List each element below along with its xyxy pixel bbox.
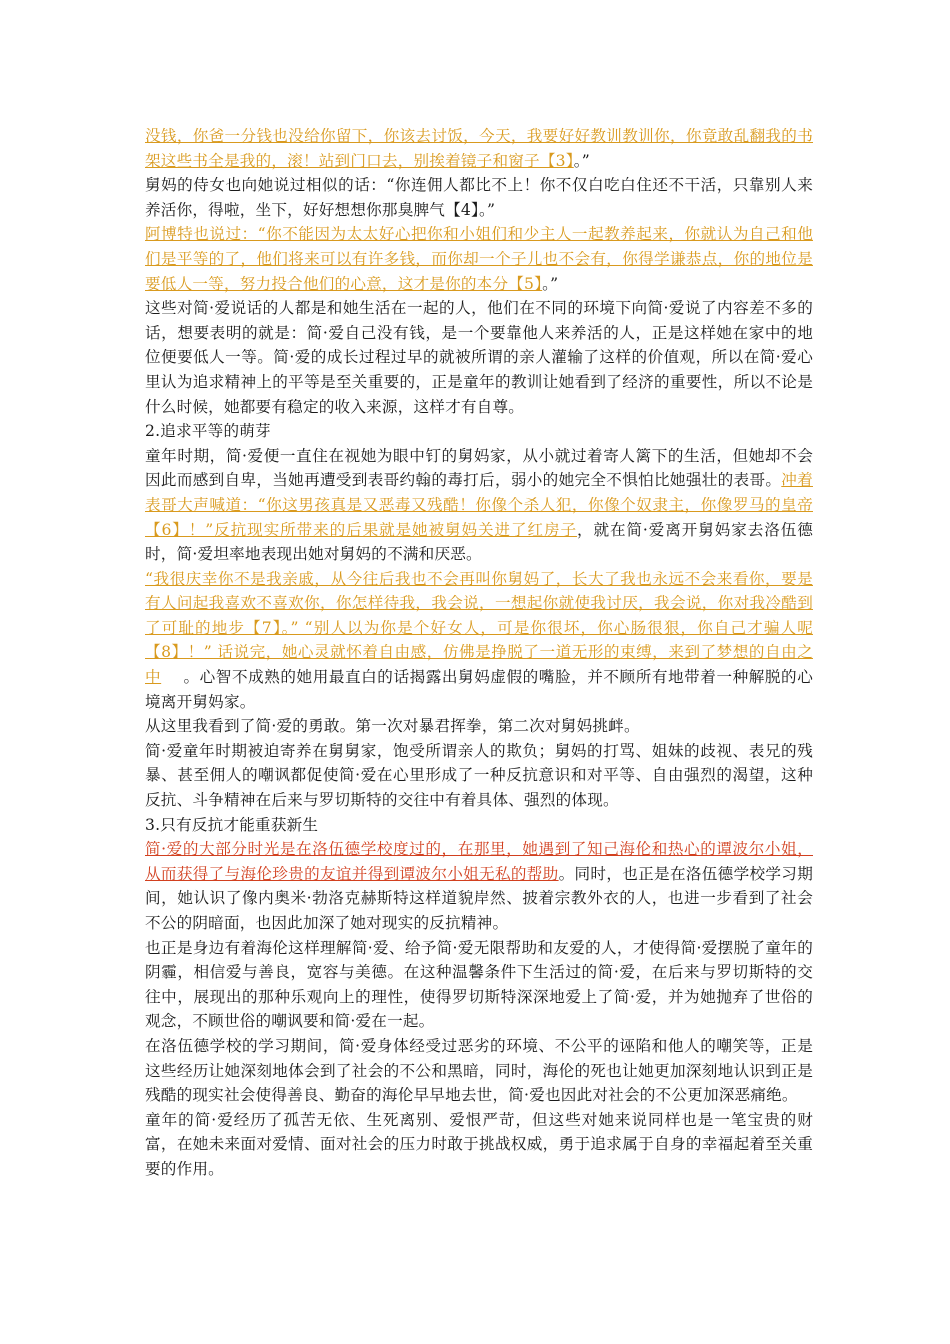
paragraph-3 [145,222,813,296]
quote-highlight: 冲着表哥大声喊道：“你这男孩真是又恶毒又残酷！你像个杀人犯，你像个奴隶主，你像罗马的皇帝【6】！”反抗现实所带来的后果就是她被舅妈关进了红房子 [145,471,813,539]
quote-highlight: 没钱，你爸一分钱也没给你留下，你该去讨饭，今天，我要好好教训教训你，你竟敢乱翻我的书架这些书全是我的，滚！站到门口去，别挨着镜子和窗子【3】 [145,127,813,170]
paragraph-6 [145,567,813,715]
text: 。” [573,151,590,170]
paragraph-9 [145,837,813,935]
text: ，就在简·爱离开舅妈家去洛伍德时，简·爱坦率地表现出她对舅妈的不满和厌恶。 [145,520,813,564]
paragraph-10: 也正是身边有着海伦这样理解简·爱、给予简·爱无限帮助和友爱的人，才使得简·爱摆脱了童年的阴霾，相信爱与善良，宽容与美德。在这种温馨条件下生活过的简·爱，在后来与罗切斯特的交往中，展现出的那种乐观向上的理性，使得罗切斯特深深地爱上了简·爱，并为她抛弃了世俗的观念，不顾世俗的嘲讽要和简·爱在一起。 [145,938,813,1031]
quote-highlight: “我很庆幸你不是我亲戚，从今往后我也不会再叫你舅妈了，长大了我也永远不会来看你，要是有人问起我喜欢不喜欢你，你怎样待我，我会说，一想起你就使我讨厌，我会说，你对我冷酷到了可耻的地步【7】。” “别人以为你是个好女人，可是你很坏，你心肠很狠，你自己才骗人呢【8】！” 话说完，她心灵就怀着自由感，仿佛是挣脱了一道无形的束缚，来到了梦想的自由之中 [145,569,813,687]
quote-highlight: 阿博特也说过：“你不能因为太太好心把你和小姐们和少主人一起教养起来，你就认为自己和他们是平等的了，他们将来可以有许多钱，而你却一个子儿也不会有，你得学谦恭点，你的地位是要低人一等，努力投合他们的心意，这才是你的本分【5】 [145,225,813,293]
paragraph-4: 这些对简·爱说话的人都是和她生活在一起的人，他们在不同的环境下向简·爱说了内容差不多的话，想要表明的就是：简·爱自己没有钱，是一个要靠他人来养活的人，正是这样她在家中的地位便要低人一等。简·爱的成长过程过早的就被所谓的亲人灌输了这样的价值观，所以在简·爱心里认为追求精神上的平等是至关重要的，正是童年的教训让她看到了经济的重要性，所以不论是什么时候，她都要有稳定的收入来源，这样才有自尊。 [145,299,813,416]
paragraph-7: 从这里我看到了简·爱的勇敢。第一次对暴君挥拳，第二次对舅妈挑衅。 [145,717,640,736]
red-highlight: 简·爱的大部分时光是在洛伍德学校度过的，在那里，她遇到了知己海伦和热心的谭波尔小姐，从而获得了与海伦珍贵的友谊并得到谭波尔小姐无私的帮助 [145,840,813,883]
paragraph-5 [145,444,813,567]
section-heading-3: 3.只有反抗才能重获新生 [145,815,319,834]
document-page [145,124,813,1182]
section-heading-2: 2.追求平等的萌芽 [145,422,271,441]
paragraph-8: 简·爱童年时期被迫寄养在舅舅家，饱受所谓亲人的欺负；舅妈的打骂、姐妹的歧视、表兄的残暴、甚至佣人的嘲讽都促使简·爱在心里形成了一种反抗意识和对平等、自由强烈的渴望，这种反抗、斗争精神在后来与罗切斯特的交往中有着具体、强烈的体现。 [145,741,813,810]
text: 。” [542,274,559,293]
paragraph-2: 舅妈的侍女也向她说过相似的话：“你连佣人都比不上！你不仅白吃白住还不干活，只靠别人来养活你，得啦，坐下，好好想想你那臭脾气【4】。” [145,176,813,219]
paragraph-11: 在洛伍德学校的学习期间，简·爱身体经受过恶劣的环境、不公平的诬陷和他人的嘲笑等，正是这些经历让她深刻地体会到了社会的不公和黑暗，同时，海伦的死也让她更加深刻地认识到正是残酷的现实社会使得善良、勤奋的海伦早早地去世，简·爱也因此对社会的不公更加深恶痛绝。 [145,1036,813,1105]
text: 童年时期，简·爱便一直住在视她为眼中钉的舅妈家，从小就过着寄人篱下的生活，但她却不会因此而感到自卑，当她再遭受到表哥约翰的毒打后，弱小的她完全不惧怕比她强壮的表哥。 [145,446,813,490]
paragraph-12: 童年的简·爱经历了孤苦无依、生死离别、爱恨严苛，但这些对她来说同样也是一笔宝贵的财富，在她未来面对爱情、面对社会的压力时敢于挑战权威，勇于追求属于自身的幸福起着至关重要的作用。 [145,1110,813,1178]
text: 。心智不成熟的她用最直白的话揭露出舅妈虚假的嘴脸，并不顾所有地带着一种解脱的心境离开舅妈家。 [145,668,813,711]
paragraph-1 [145,124,813,173]
text: 。同时，也正是在洛伍德学校学习期间，她认识了像内奥米·勃洛克赫斯特这样道貌岸然、披着宗教外衣的人，也进一步看到了社会不公的阴暗面，也因此加深了她对现实的反抗精神。 [145,864,813,932]
